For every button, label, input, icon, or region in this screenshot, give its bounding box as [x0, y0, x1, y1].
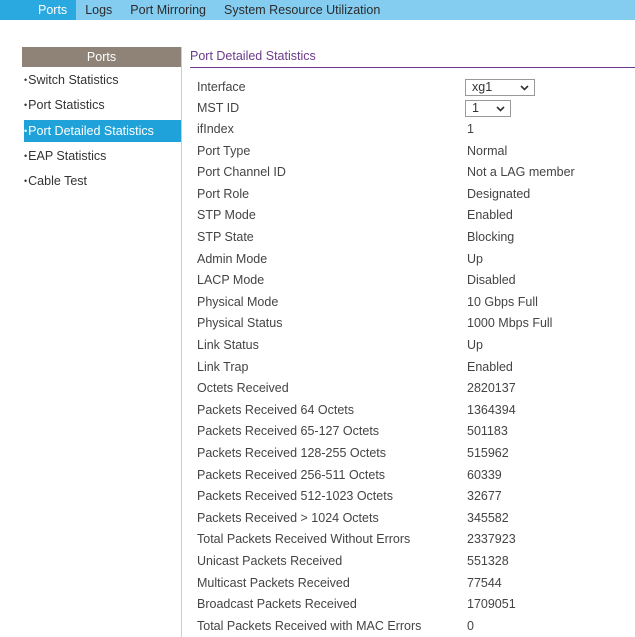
- sidebar-item-label: Port Statistics: [28, 98, 105, 112]
- row-value: 1: [467, 122, 474, 136]
- row-label: Broadcast Packets Received: [197, 597, 357, 612]
- table-row: [197, 357, 635, 378]
- row-label: Multicast Packets Received: [197, 575, 350, 590]
- table-row: [197, 551, 635, 572]
- row-value: 2337923: [467, 532, 516, 547]
- row-value: 0: [467, 618, 474, 633]
- row-value: Blocking: [467, 230, 515, 244]
- sidebar-item-label: EAP Statistics: [28, 149, 107, 163]
- sidebar-item-eap-statistics[interactable]: [24, 145, 106, 167]
- sidebar-item-switch-statistics[interactable]: [24, 69, 118, 91]
- table-row: [197, 573, 635, 594]
- row-label: Packets Received 64 Octets: [197, 402, 355, 417]
- table-row: [197, 508, 635, 529]
- bullet-icon: •: [24, 126, 28, 136]
- row-label: STP Mode: [197, 208, 256, 223]
- tab-port-mirroring[interactable]: Port Mirroring: [130, 3, 207, 17]
- row-label: LACP Mode: [197, 273, 265, 288]
- row-value: 2820137: [467, 381, 516, 396]
- row-label: Total Packets Received Without Errors: [197, 532, 411, 547]
- sidebar-item-port-detailed-statistics[interactable]: [24, 120, 181, 142]
- row-label: Unicast Packets Received: [197, 554, 343, 568]
- row-value: Up: [467, 338, 483, 352]
- row-label: ifIndex: [197, 122, 234, 136]
- interface-label: Interface: [197, 80, 246, 94]
- row-label: Link Trap: [197, 359, 249, 374]
- table-row: [197, 443, 635, 464]
- row-value: Enabled: [467, 359, 513, 374]
- bullet-icon: •: [24, 100, 28, 110]
- bullet-icon: •: [24, 75, 28, 85]
- chevron-down-icon: [496, 106, 505, 112]
- row-value: Normal: [467, 143, 508, 158]
- table-row: [197, 400, 635, 421]
- row-value: 60339: [467, 467, 502, 482]
- sidebar-header: Ports: [22, 47, 181, 67]
- tab-ports[interactable]: Ports: [0, 0, 76, 20]
- table-row: [197, 465, 635, 486]
- table-row: [197, 292, 635, 313]
- mst-id-select-value: 1: [472, 101, 479, 115]
- row-value: 1000 Mbps Full: [467, 316, 553, 331]
- main-panel: [190, 47, 635, 633]
- top-navigation: [0, 0, 635, 20]
- mst-id-select[interactable]: [465, 100, 511, 117]
- row-value: 1364394: [467, 402, 516, 417]
- table-row: [197, 421, 635, 442]
- table-row: [197, 335, 635, 356]
- row-value: 1709051: [467, 597, 516, 612]
- row-label: Packets Received 256-511 Octets: [197, 467, 386, 482]
- row-label: Port Channel ID: [197, 165, 286, 180]
- row-label: Packets Received 128-255 Octets: [197, 446, 386, 460]
- table-row: [197, 184, 635, 205]
- row-label: Link Status: [197, 338, 259, 352]
- row-label: Physical Mode: [197, 294, 279, 309]
- row-label: STP State: [197, 230, 254, 244]
- row-value: 77544: [467, 575, 502, 590]
- row-value: 32677: [467, 489, 502, 504]
- row-value: Enabled: [467, 208, 513, 223]
- row-label: Port Type: [197, 143, 251, 158]
- bullet-icon: •: [24, 151, 28, 161]
- row-value: 551328: [467, 554, 509, 568]
- tab-system-resource-utilization[interactable]: System Resource Utilization: [224, 3, 381, 17]
- table-row: [197, 119, 635, 140]
- table-row: [197, 205, 635, 226]
- sidebar-item-label: Port Detailed Statistics: [28, 124, 154, 138]
- table-row: [197, 486, 635, 507]
- table-row: [197, 313, 635, 334]
- table-row: [197, 249, 635, 270]
- interface-select-value: xg1: [472, 80, 493, 94]
- table-row: [197, 141, 635, 162]
- table-row: [197, 270, 635, 291]
- row-value: 10 Gbps Full: [467, 294, 538, 309]
- table-row: [197, 616, 635, 637]
- row-label: Admin Mode: [197, 251, 268, 266]
- sidebar-item-port-statistics[interactable]: [24, 94, 105, 116]
- row-value: 345582: [467, 510, 509, 525]
- table-row: [197, 529, 635, 550]
- row-value: Up: [467, 251, 483, 266]
- mst-id-label: MST ID: [197, 101, 240, 115]
- row-value: 501183: [467, 424, 508, 439]
- sidebar-item-label: Cable Test: [28, 174, 87, 188]
- bullet-icon: •: [24, 176, 28, 186]
- sidebar-item-label: Switch Statistics: [28, 73, 119, 87]
- row-label: Physical Status: [197, 316, 283, 331]
- interface-select[interactable]: [465, 79, 535, 96]
- row-label: Octets Received: [197, 381, 289, 396]
- page-title: Port Detailed Statistics: [190, 49, 316, 63]
- row-label: Port Role: [197, 186, 250, 201]
- row-label: Packets Received > 1024 Octets: [197, 510, 379, 525]
- table-row: [197, 594, 635, 615]
- table-row: [197, 378, 635, 399]
- sidebar: [22, 47, 182, 637]
- row-value: Designated: [467, 186, 531, 201]
- sidebar-item-cable-test[interactable]: [24, 170, 87, 192]
- table-row: [197, 162, 635, 183]
- tab-logs[interactable]: Logs: [85, 3, 113, 17]
- row-label: Packets Received 65-127 Octets: [197, 424, 380, 439]
- interface-row: [197, 77, 635, 98]
- row-value: 515962: [467, 446, 509, 460]
- table-row: [197, 227, 635, 248]
- row-label: Total Packets Received with MAC Errors: [197, 618, 422, 633]
- row-value: Not a LAG member: [467, 165, 575, 180]
- title-divider: [190, 67, 635, 68]
- chevron-down-icon: [520, 85, 529, 91]
- mst-id-row: [197, 98, 635, 119]
- row-value: Disabled: [467, 273, 516, 288]
- row-label: Packets Received 512-1023 Octets: [197, 489, 393, 504]
